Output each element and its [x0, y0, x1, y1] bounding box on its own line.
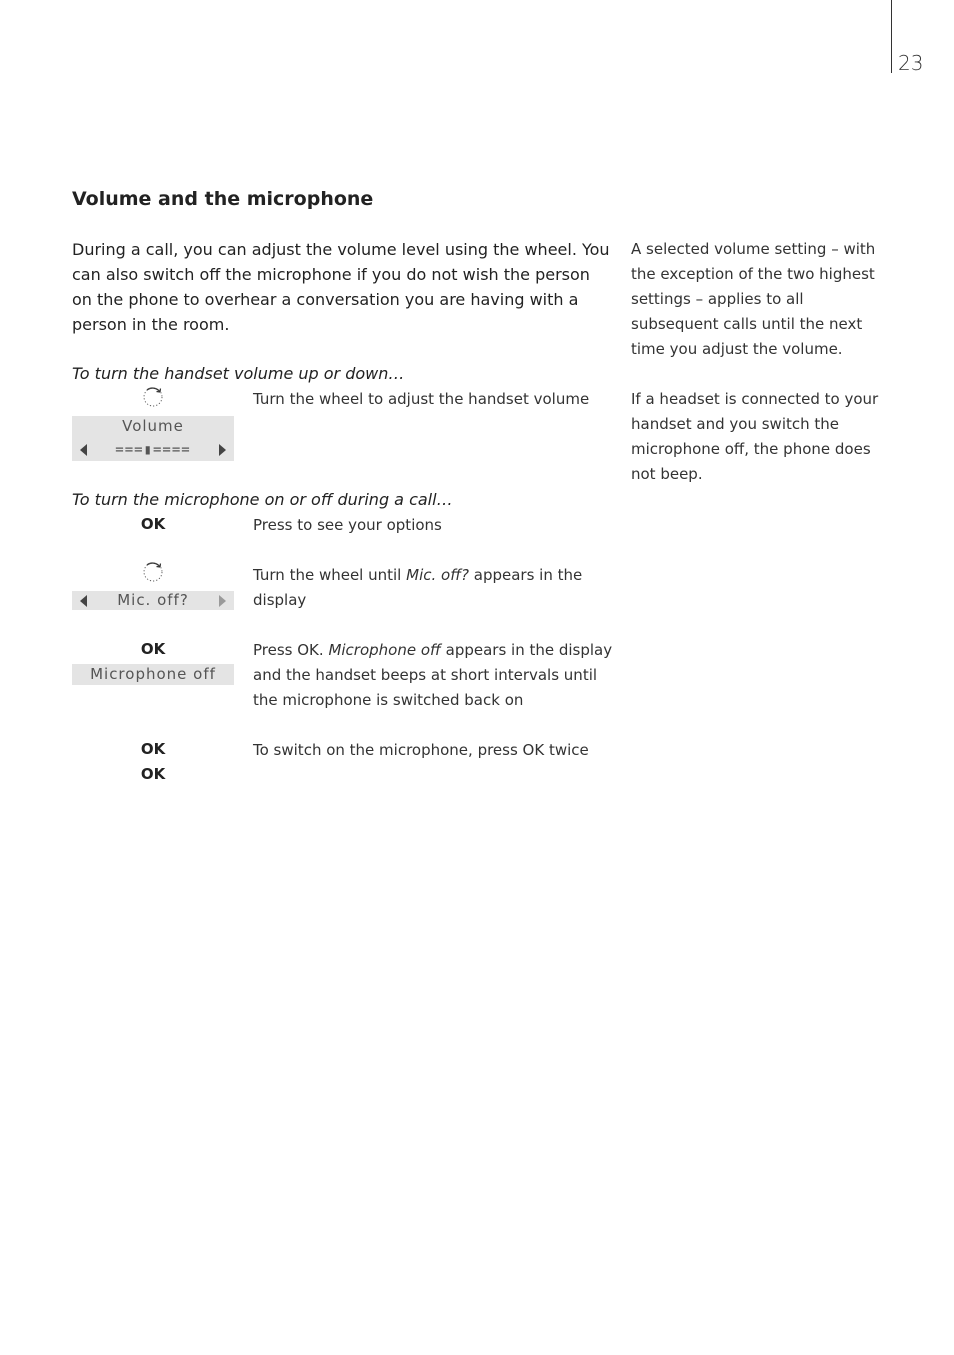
step2-text-em: Mic. off?: [406, 566, 469, 584]
sidenote-headset: If a headset is connected to your handset and you switch the microphone off, the phone does not beep.: [631, 390, 879, 483]
volume-display-title: Volume: [122, 417, 184, 435]
wheel-icon: [142, 561, 164, 583]
mic-off-display: [72, 591, 234, 610]
step1-instruction: Press to see your options: [253, 516, 442, 534]
step3-text-em: Microphone off: [328, 641, 441, 659]
step3-instruction: [253, 638, 615, 713]
arrow-right-icon: [219, 444, 226, 456]
page-number: 23: [898, 51, 924, 75]
ok-key: OK: [140, 740, 166, 758]
sidenote-volume-setting: A selected volume setting – with the exception of the two highest settings – applies to all subsequent calls until the next time you adjust the volume.: [631, 240, 876, 358]
arrow-right-icon: [219, 595, 226, 607]
arrow-left-icon: [80, 595, 87, 607]
page-rule: [891, 0, 892, 73]
arrow-left-icon: [80, 444, 87, 456]
microphone-off-display: [72, 664, 234, 685]
ok-key: OK: [140, 765, 166, 783]
volume-instruction: Turn the wheel to adjust the handset volume: [253, 390, 590, 408]
step2-text-b: appears in the display: [253, 566, 583, 609]
step4-instruction: To switch on the microphone, press OK twice: [253, 741, 589, 759]
intro-paragraph: During a call, you can adjust the volume level using the wheel. You can also switch off the microphone if you do not wish the person on the phone to overhear a conversation you are having with a person in the room.: [72, 240, 610, 334]
section-title: Volume and the microphone: [72, 188, 374, 210]
wheel-icon: [142, 386, 164, 408]
step2-text-a: Turn the wheel until: [253, 566, 407, 584]
step3-text-a: Press OK.: [253, 641, 329, 659]
volume-display: [72, 416, 234, 461]
microphone-off-display-text: Microphone off: [90, 665, 216, 683]
step2-instruction: [253, 563, 615, 613]
volume-subheading: To turn the handset volume up or down…: [72, 364, 405, 383]
mic-off-display-text: Mic. off?: [117, 591, 189, 609]
ok-key: OK: [140, 515, 166, 533]
step3-text-b: appears in the display and the handset beeps at short intervals until the microphone is switched back on: [253, 641, 613, 709]
ok-key: OK: [140, 640, 166, 658]
volume-level-bar: ===▮====: [115, 442, 191, 458]
microphone-subheading: To turn the microphone on or off during a call…: [72, 490, 453, 509]
